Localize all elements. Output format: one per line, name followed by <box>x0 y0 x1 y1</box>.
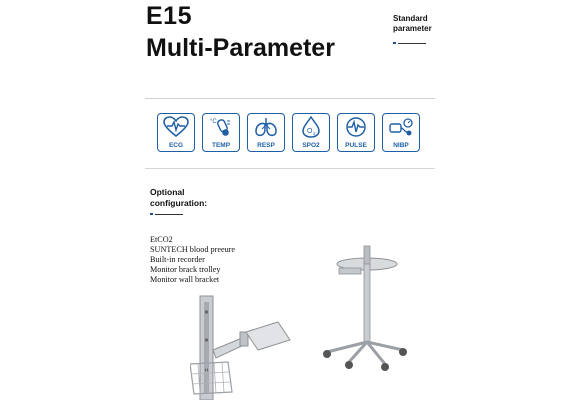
wall-bracket-illustration <box>190 292 300 400</box>
param-label: SPO2 <box>294 141 328 150</box>
pulse-wave-icon <box>343 116 369 138</box>
param-tile-pulse <box>337 113 375 152</box>
rolling-trolley-illustration <box>315 242 415 372</box>
accent-rule <box>155 214 183 215</box>
optional-list <box>150 235 235 285</box>
svg-text:O: O <box>307 128 313 135</box>
page-title: Multi-Parameter <box>146 34 335 62</box>
param-tile-resp <box>247 113 285 152</box>
param-label: TEMP <box>204 141 238 150</box>
list-item: SUNTECH blood preeure <box>150 245 236 254</box>
accent-dot <box>150 213 153 215</box>
param-tile-temp <box>202 113 240 152</box>
accent-dot <box>393 42 396 44</box>
standard-label-line2: parameter <box>393 24 432 33</box>
param-label: PULSE <box>339 141 373 150</box>
blood-pressure-cuff-icon <box>388 116 414 138</box>
optional-heading-line2: configuration: <box>150 198 208 208</box>
ecg-heart-icon <box>163 116 189 138</box>
optional-heading-line1: Optional <box>150 187 185 197</box>
divider <box>145 98 435 99</box>
param-label: RESP <box>249 141 283 150</box>
lungs-icon <box>253 116 279 138</box>
param-tile-nibp <box>382 113 420 152</box>
accent-rule <box>398 43 426 44</box>
oxygen-drop-icon <box>298 116 324 138</box>
list-item: Built-in recorder <box>150 255 205 264</box>
list-item: EtCO2 <box>150 235 173 244</box>
param-label: NIBP <box>384 141 418 150</box>
param-tile-spo2 <box>292 113 330 152</box>
optional-heading <box>150 187 207 209</box>
svg-text:°C: °C <box>210 119 217 125</box>
standard-label-line1: Standard <box>393 14 428 23</box>
model-number: E15 <box>146 2 192 30</box>
svg-text:2: 2 <box>313 131 316 136</box>
list-item: Monitor brack trolley <box>150 265 221 274</box>
param-label: ECG <box>159 141 193 150</box>
standard-parameter-label <box>393 14 437 34</box>
divider <box>145 168 435 169</box>
list-item: Monitor wall bracket <box>150 275 220 284</box>
param-tile-ecg <box>157 113 195 152</box>
thermometer-icon <box>208 116 234 138</box>
